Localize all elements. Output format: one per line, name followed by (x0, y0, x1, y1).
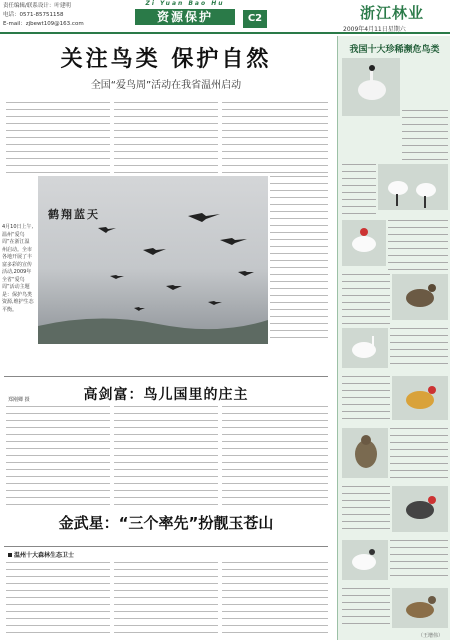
story2-col-3 (222, 406, 328, 506)
section-banner (135, 0, 235, 30)
main-content (0, 36, 332, 640)
lead-photo (38, 176, 268, 344)
paper-logo: 浙江林业 (360, 4, 425, 22)
story3-col-3 (222, 562, 328, 636)
lead-article-col-3 (222, 102, 328, 174)
lead-subheadline: 全国“爱鸟周”活动在我省温州启动 (90, 80, 242, 91)
bird-caption-1 (402, 110, 448, 160)
bird-photo-2 (378, 164, 448, 210)
story3-section-label: 温州十大森林生态卫士 (8, 550, 74, 559)
lead-article-col-4 (270, 176, 328, 344)
photo-side-caption: 4月10日上午,温州“爱鸟周”在浙江温州启动。全市各地开展了丰富多彩的宣传活动,2009年全省“爱鸟周”活动主题是：保护鸟类资源,维护生态平衡。 (2, 224, 34, 313)
lead-article-col-2 (114, 102, 218, 174)
masthead (0, 0, 450, 34)
bird-photo-4 (392, 274, 448, 320)
page-code: C2 (243, 10, 267, 28)
photo-caption: 鹤翔蓝天 (48, 208, 100, 221)
crane-silhouettes (38, 176, 268, 344)
bird-photo-10 (392, 588, 448, 628)
bird-caption-7 (390, 428, 448, 478)
bird-caption-10 (342, 588, 390, 628)
sidebar-credit: （王增伟） (418, 633, 444, 639)
bird-caption-8 (342, 486, 390, 532)
story3-headline: 金武星：“三个率先”扮靓玉苍山 (58, 514, 274, 532)
bird-photo-5 (342, 328, 388, 368)
bird-caption-4 (342, 274, 390, 324)
story2-col-2 (114, 406, 218, 506)
bird-caption-3 (388, 220, 448, 270)
story3-col-2 (114, 562, 218, 636)
bullet-icon (8, 553, 12, 557)
story2-col-1 (6, 406, 110, 506)
bird-caption-5 (390, 328, 448, 370)
sidebar (337, 36, 450, 640)
bird-photo-1 (342, 58, 400, 116)
editor-line: 责任编辑/联系设计：叶建明 (3, 3, 71, 9)
bird-caption-9 (390, 540, 448, 582)
bird-photo-7 (342, 428, 388, 478)
section-pinyin: Zi Yuan Bao Hu (145, 0, 225, 7)
bird-photo-9 (342, 540, 388, 580)
bird-caption-2 (342, 164, 376, 214)
lead-article-col-1 (6, 102, 110, 174)
issue-date: 2009年4月11日星期六 (343, 26, 406, 33)
section-divider-2 (4, 546, 328, 547)
sidebar-title: 我国十大珍稀濒危鸟类 (349, 45, 440, 55)
section-divider (4, 376, 328, 377)
bird-caption-6 (342, 376, 390, 420)
photo-credit: 郑刚卿 摄 (8, 397, 30, 403)
phone-line: 电话：0571-85751158 (3, 12, 64, 18)
bird-photo-3 (342, 220, 386, 266)
story2-headline: 高剑富：鸟儿国里的庄主 (83, 387, 249, 403)
bird-photo-6 (392, 376, 448, 420)
lead-headline: 关注鸟类 保护自然 (60, 47, 272, 72)
editor-info (3, 2, 108, 29)
section-title: 资源保护 (135, 9, 235, 25)
bird-photo-8 (392, 486, 448, 532)
email-line: E-mail：zjbewt109@163.com (3, 21, 84, 27)
story3-col-1 (6, 562, 110, 636)
